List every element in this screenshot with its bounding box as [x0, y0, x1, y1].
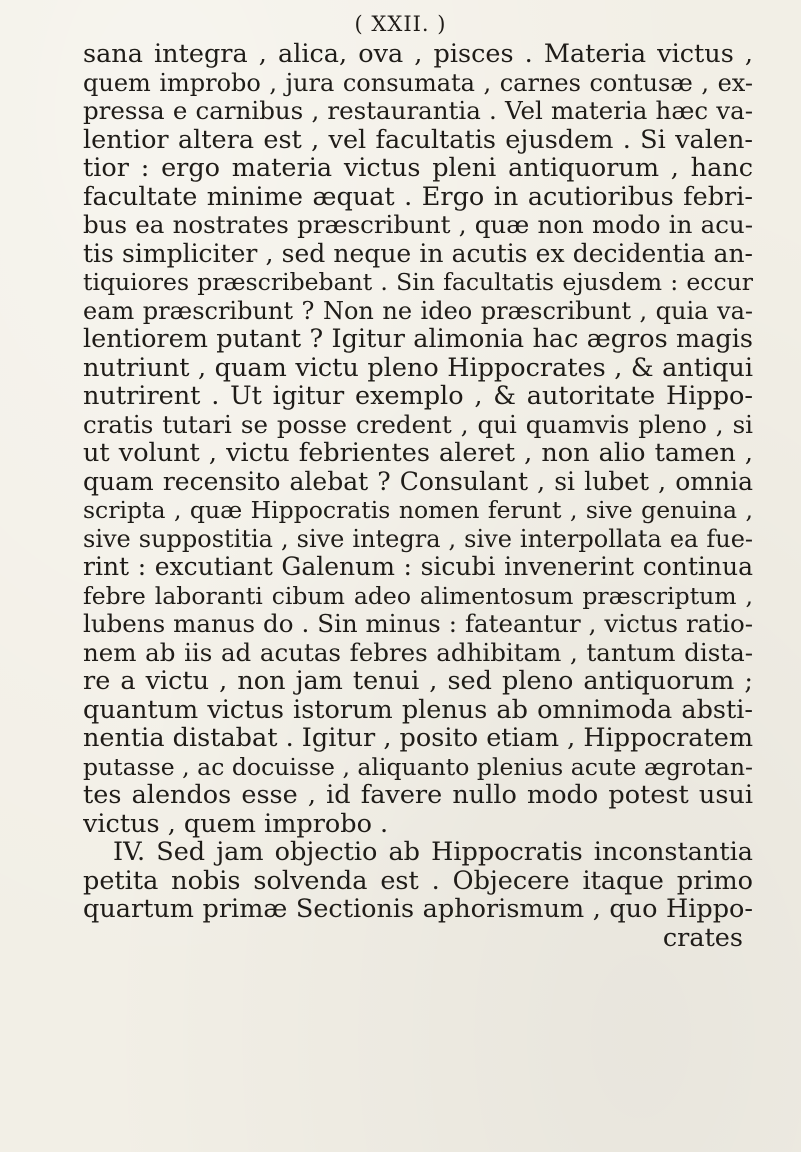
text-line-21: lubens manus do . Sin minus : fateantur , victus ratio-	[83, 610, 753, 638]
text-line-6: facultate minime æquat . Ergo in acutioribus febri-	[83, 182, 753, 211]
text-line-24: quantum victus istorum plenus ab omnimoda absti-	[83, 695, 753, 724]
text-line-30: petita nobis solvenda est . Objecere itaque primo	[83, 866, 753, 895]
text-line-28: victus , quem improbo .	[83, 809, 389, 838]
text-line-14: cratis tutari se posse credent , qui quamvis pleno , si	[83, 410, 753, 439]
text-line-11: lentiorem putant ? Igitur alimonia hac ægros magis	[83, 325, 753, 354]
text-line-19: rint : excutiant Galenum : sicubi invenerint continua	[83, 553, 753, 581]
text-line-20: febre laboranti cibum adeo alimentosum præscriptum ,	[83, 581, 753, 610]
body-text	[83, 40, 753, 952]
text-line-26: putasse , ac docuisse , aliquanto plenius acute ægrotan-	[83, 752, 753, 781]
text-line-27: tes alendos esse , id favere nullo modo potest usui	[83, 781, 753, 810]
text-line-5: tior : ergo materia victus pleni antiquorum , hanc	[83, 154, 753, 183]
text-line-7: bus ea nostrates præscribunt , quæ non modo in acu-	[83, 211, 753, 239]
text-line-23: re a victu , non jam tenui , sed pleno antiquorum ;	[83, 667, 753, 696]
text-line-25: nentia distabat . Igitur , posito etiam , Hippocratem	[83, 724, 753, 753]
text-line-13: nutrirent . Ut igitur exemplo , & autoritate Hippo-	[83, 382, 753, 411]
text-line-17: scripta , quæ Hippocratis nomen ferunt , sive genuina ,	[83, 496, 753, 524]
text-line-10: eam præscribunt ? Non ne ideo præscribunt , quia va-	[83, 296, 753, 325]
text-line-29: IV. Sed jam objectio ab Hippocratis inconstantia	[113, 838, 753, 867]
text-line-15: ut volunt , victu febrientes aleret , non alio tamen ,	[83, 439, 753, 468]
catchword: crates	[662, 923, 743, 952]
page-header: ( XXII. )	[354, 12, 447, 36]
text-line-4: lentior altera est , vel facultatis ejusdem . Si valen-	[83, 125, 753, 154]
text-line-18: sive suppostitia , sive integra , sive interpollata ea fue-	[83, 524, 753, 553]
text-line-1: sana integra , alica, ova , pisces . Materia victus ,	[83, 40, 753, 69]
text-line-2: quem improbo , jura consumata , carnes contusæ , ex-	[83, 68, 753, 97]
text-line-22: nem ab iis ad acutas febres adhibitam , tantum dista-	[83, 638, 753, 667]
text-line-3: pressa e carnibus , restaurantia . Vel materia hæc va-	[83, 97, 753, 125]
text-line-9: tiquiores præscribebant . Sin facultatis ejusdem : eccur	[83, 268, 753, 296]
text-line-12: nutriunt , quam victu pleno Hippocrates , & antiqui	[83, 353, 753, 382]
text-line-31: quartum primæ Sectionis aphorismum , quo Hippo-	[83, 895, 753, 924]
text-line-8: tis simpliciter , sed neque in acutis ex decidentia an-	[83, 239, 753, 268]
text-line-16: quam recensito alebat ? Consulant , si lubet , omnia	[83, 467, 753, 496]
